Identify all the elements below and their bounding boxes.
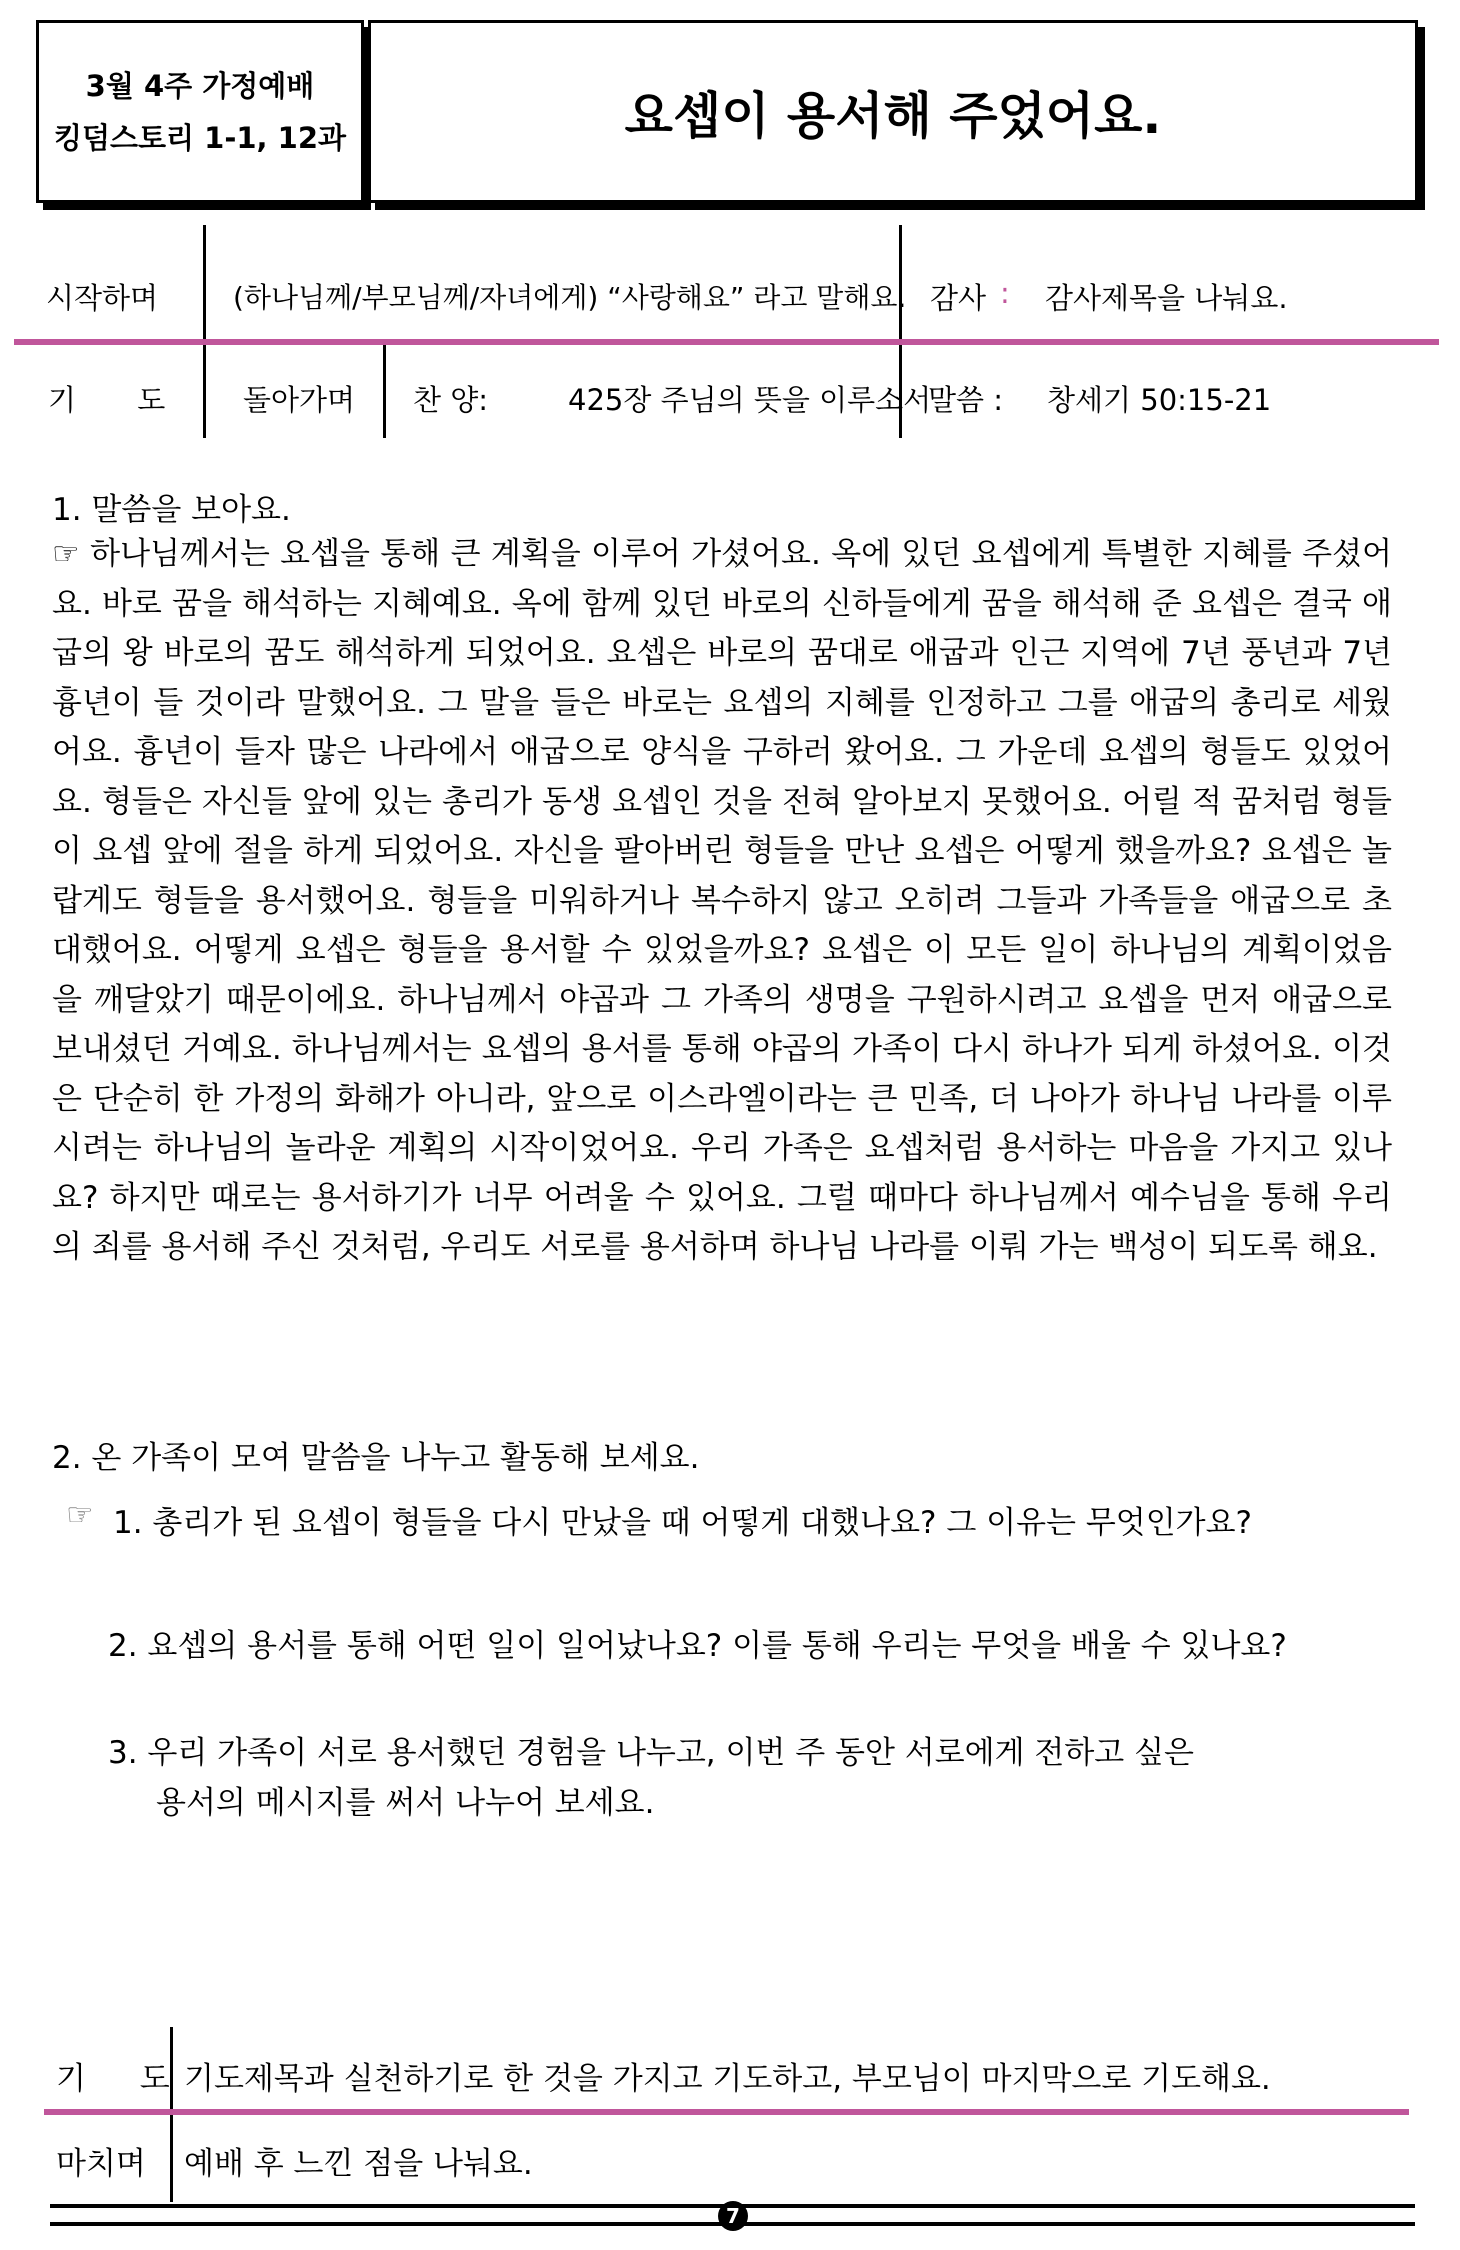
info-row-separator: [14, 339, 1439, 345]
closing-end-label: 마치며: [56, 2146, 146, 2182]
start-label: 시작하며: [46, 281, 159, 315]
week-label: 3월 4주 가정예배: [85, 68, 315, 103]
word-text: 창세기 50:15-21: [1047, 383, 1272, 417]
prayer-label: 기 도: [48, 383, 192, 417]
closing-prayer-label: 기 도: [56, 2061, 192, 2097]
question-1: 1. 총리가 된 요셉이 형들을 다시 만났을 때 어떻게 대했나요? 그 이유는 무엇인가요?: [113, 1505, 1253, 1541]
section2-heading: 2. 온 가족이 모여 말씀을 나누고 활동해 보세요.: [52, 1440, 700, 1476]
hymn-label: 찬 양:: [413, 383, 489, 417]
closing-prayer-text: 기도제목과 실천하기로 한 것을 가지고 기도하고, 부모님이 마지막으로 기도해요.: [184, 2061, 1271, 2097]
start-text: (하나님께/부모님께/자녀에게) “사랑해요” 라고 말해요.: [233, 281, 907, 314]
thanks-colon: :: [1000, 276, 1010, 310]
pointer-icon: ☞: [66, 1497, 94, 1533]
question-3-line1: 3. 우리 가족이 서로 용서했던 경험을 나누고, 이번 주 동안 서로에게 전하고 싶은: [108, 1735, 1195, 1771]
thanks-text: 감사제목을 나눠요.: [1045, 281, 1288, 315]
info-divider-3: [383, 342, 386, 438]
section1-heading: 1. 말씀을 보아요.: [52, 492, 291, 528]
section1-paragraph: ☞ 하나님께서는 요셉을 통해 큰 계획을 이루어 가셨어요. 옥에 있던 요셉에게 특별한 지혜를 주셨어요. 바로 꿈을 해석하는 지혜예요. 옥에 함께 있던 바로의 신하들에게 꿈을 해석해 준 요셉은 결국 애굽의 왕 바로의 꿈도 해석하게 되었어요. 요셉은 바로의 꿈대로 애굽과 인근 지역에 7년 풍년과 7년 흉년이 들 것이라 말했어요. 그 말을 들은 바로는 요셉의 지혜를 인정하고 그를 애굽의 총리로 세웠어요. 흉년이 들자 많은 나라에서 애굽으로 양식을 구하러 왔어요. 그 가운데 요셉의 형들도 있었어요. 형들은 자신들 앞에 있는 총리가 동생 요셉인 것을 전혀 알아보지 못했어요. 어릴 적 꿈처럼 형들이 요셉 앞에 절을 하게 되었어요. 자신을 팔아버린 형들을 만난 요셉은 어떻게 했을까요? 요셉은 놀랍게도 형들을 용서했어요. 형들을 미워하거나 복수하지 않고 오히려 그들과 가족들을 애굽으로 초대했어요. 어떻게 요셉은 형들을 용서할 수 있었을까요? 요셉은 이 모든 일이 하나님의 계획이었음을 깨달았기 때문이에요. 하나님께서 야곱과 그 가족의 생명을 구원하시려고 요셉을 먼저 애굽으로 보내셨던 거예요. 하나님께서는 요셉의 용서를 통해 야곱의 가족이 다시 하나가 되게 하셨어요. 이것은 단순히 한 가정의 화해가 아니라, 앞으로 이스라엘이라는 큰 민족, 더 나아가 하나님 나라를 이루시려는 하나님의 놀라운 계획의 시작이었어요. 우리 가족은 요셉처럼 용서하는 마음을 가지고 있나요? 하지만 때로는 용서하기가 너무 어려울 수 있어요. 그럴 때마다 하나님께서 예수님을 통해 우리의 죄를 용서해 주신 것처럼, 우리도 서로를 용서하며 하나님 나라를 이뤄 가는 백성이 되도록 해요.: [52, 536, 1392, 1265]
page-number: 7: [718, 2201, 748, 2231]
lesson-info-box: [36, 20, 364, 203]
title-box: [368, 20, 1418, 203]
hymn-text: 425장 주님의 뜻을 이루소서: [568, 383, 932, 417]
thanks-label: 감사: [930, 281, 987, 315]
info-divider-1: [203, 225, 206, 438]
question-2: 2. 요셉의 용서를 통해 어떤 일이 일어났나요? 이를 통해 우리는 무엇을 배울 수 있나요?: [108, 1628, 1287, 1664]
question-3-line2: 용서의 메시지를 써서 나누어 보세요.: [156, 1785, 655, 1821]
closing-end-text: 예배 후 느낀 점을 나눠요.: [184, 2146, 533, 2182]
series-label: 킹덤스토리 1-1, 12과: [53, 120, 347, 155]
prayer-text: 돌아가며: [243, 383, 356, 417]
closing-separator: [44, 2109, 1409, 2115]
word-label: 말씀 :: [928, 383, 1004, 417]
page-title: 요셉이 용서해 주었어요.: [624, 86, 1162, 145]
